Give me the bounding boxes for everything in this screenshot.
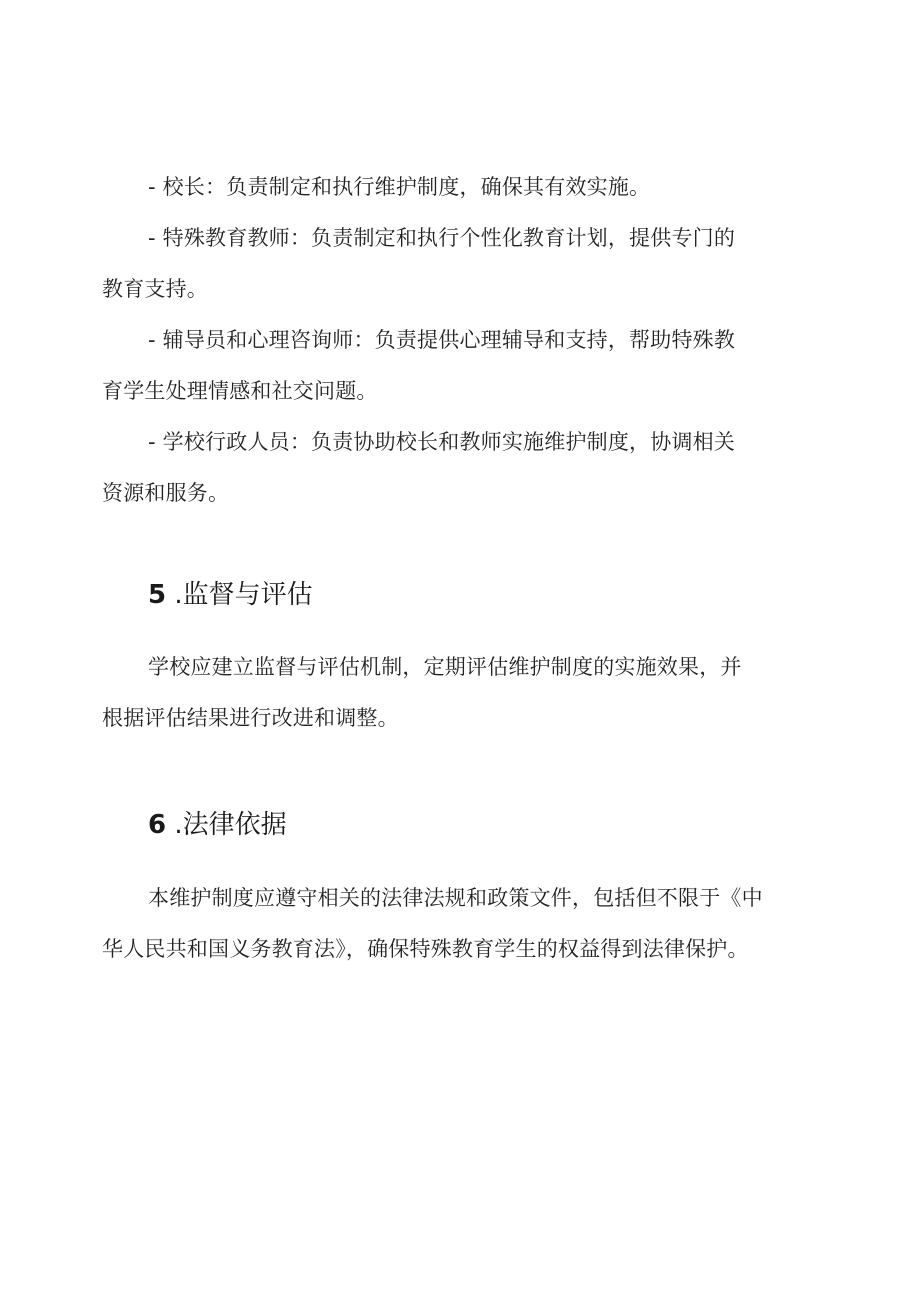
role-line: - 校长：负责制定和执行维护制度，确保其有效实施。 bbox=[148, 175, 651, 199]
role-line-continued: 教育支持。 bbox=[102, 277, 208, 301]
paragraph-line: 本维护制度应遵守相关的法律法规和政策文件，包括但不限于《中 bbox=[148, 886, 763, 910]
section-6-paragraph bbox=[102, 873, 822, 975]
role-line-continued: 育学生处理情感和社交问题。 bbox=[102, 379, 378, 403]
role-line-continued: 资源和服务。 bbox=[102, 481, 230, 505]
role-item-principal bbox=[102, 162, 802, 213]
paragraph-line: 学校应建立监督与评估机制，定期评估维护制度的实施效果，并 bbox=[148, 655, 742, 679]
section-title: .法律依据 bbox=[174, 810, 287, 840]
role-line: - 辅导员和心理咨询师：负责提供心理辅导和支持，帮助特殊教 bbox=[148, 328, 736, 352]
role-item-admin-staff bbox=[102, 417, 802, 519]
roles-list bbox=[102, 162, 802, 519]
role-line: - 学校行政人员：负责协助校长和教师实施维护制度，协调相关 bbox=[148, 430, 736, 454]
section-6-heading bbox=[148, 808, 287, 842]
role-line: - 特殊教育教师：负责制定和执行个性化教育计划，提供专门的 bbox=[148, 226, 736, 250]
section-5-heading bbox=[148, 578, 313, 612]
section-title: .监督与评估 bbox=[174, 580, 313, 610]
section-number: 6 bbox=[148, 810, 167, 840]
section-5-paragraph bbox=[102, 642, 802, 744]
role-item-counselor bbox=[102, 315, 802, 417]
paragraph-line: 根据评估结果进行改进和调整。 bbox=[102, 706, 399, 730]
section-number: 5 bbox=[148, 580, 167, 610]
paragraph-line: 华人民共和国义务教育法》，确保特殊教育学生的权益得到法律保护。 bbox=[102, 937, 749, 961]
role-item-special-teacher bbox=[102, 213, 802, 315]
